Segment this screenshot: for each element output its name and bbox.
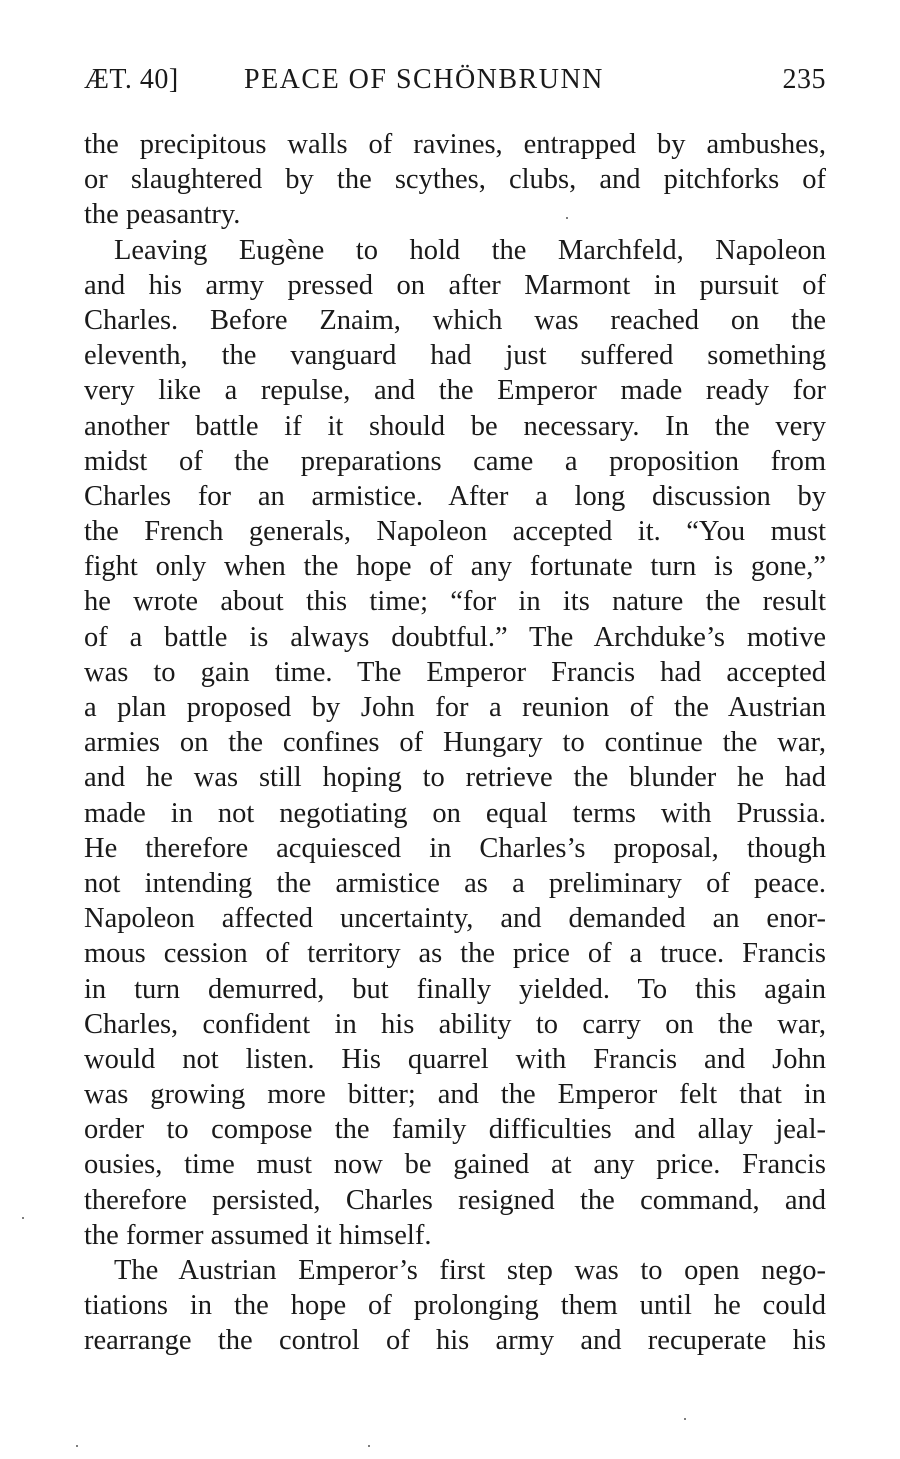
text-line: of a battle is always doubtful.” The Archduke’s motive: [84, 621, 826, 653]
text-line: another battle if it should be necessary. In the very: [84, 410, 826, 442]
text-line: a plan proposed by John for a reunion of the Austrian: [84, 692, 826, 723]
text-line: Napoleon affected uncertainty, and demanded an enor-: [84, 903, 826, 935]
scan-speck: [368, 1445, 370, 1447]
text-line: and his army pressed on after Marmont in pursuit of: [84, 269, 826, 301]
text-line: Charles. Before Znaim, which was reached on the: [84, 304, 826, 336]
scan-speck: [22, 1217, 24, 1219]
text-line: mous cession of territory as the price of a truce. Francis: [84, 938, 826, 970]
text-line: the former assumed it himself.: [84, 1219, 432, 1251]
text-line: the peasantry.: [84, 199, 241, 231]
text-line: in turn demurred, but finally yielded. To this again: [84, 973, 826, 1005]
text-line: the precipitous walls of ravines, entrapped by ambushes,: [84, 129, 826, 160]
text-line: eleventh, the vanguard had just suffered something: [84, 340, 826, 372]
page-number: 235: [782, 64, 826, 95]
body-text: [84, 127, 826, 1359]
text-line: made in not negotiating on equal terms with Prussia.: [84, 797, 826, 829]
text-line: the French generals, Napoleon accepted it. “You must: [84, 516, 826, 548]
text-line: order to compose the family difficulties and allay jeal-: [84, 1114, 826, 1146]
text-line: would not listen. His quarrel with Francis and John: [84, 1043, 826, 1075]
text-line: midst of the preparations came a proposition from: [84, 445, 826, 477]
text-line: Leaving Eugène to hold the Marchfeld, Napoleon: [114, 234, 826, 266]
text-line: he wrote about this time; “for in its nature the result: [84, 586, 826, 618]
text-line: and he was still hoping to retrieve the blunder he had: [84, 762, 826, 794]
text-line: was growing more bitter; and the Emperor felt that in: [84, 1079, 826, 1111]
scan-speck: [684, 1418, 686, 1420]
text-line: very like a repulse, and the Emperor made ready for: [84, 375, 826, 407]
text-line: tiations in the hope of prolonging them until he could: [84, 1290, 826, 1322]
text-line: fight only when the hope of any fortunate turn is gone,”: [84, 551, 826, 583]
text-line: therefore persisted, Charles resigned the command, and: [84, 1184, 826, 1216]
running-head: [84, 60, 826, 100]
text-line: rearrange the control of his army and recuperate his: [84, 1325, 826, 1357]
paragraph: [84, 127, 826, 233]
running-head-title: PEACE OF SCHÖNBRUNN: [244, 64, 604, 95]
text-line: not intending the armistice as a preliminary of peace.: [84, 867, 826, 899]
text-line: ousies, time must now be gained at any price. Francis: [84, 1149, 826, 1181]
text-line: He therefore acquiesced in Charles’s proposal, though: [84, 832, 826, 864]
text-line: Charles for an armistice. After a long discussion by: [84, 480, 826, 512]
scan-speck: [76, 1445, 78, 1447]
text-line: armies on the confines of Hungary to continue the war,: [84, 727, 826, 759]
text-line: or slaughtered by the scythes, clubs, and pitchforks of: [84, 164, 826, 196]
running-head-age: ÆT. 40]: [84, 64, 179, 95]
paragraph: [84, 233, 826, 1253]
text-line: Charles, confident in his ability to carry on the war,: [84, 1008, 826, 1040]
text-line: The Austrian Emperor’s first step was to open nego-: [114, 1255, 826, 1286]
text-line: was to gain time. The Emperor Francis had accepted: [84, 656, 826, 688]
scan-speck: [566, 217, 568, 219]
paragraph: [84, 1253, 826, 1359]
